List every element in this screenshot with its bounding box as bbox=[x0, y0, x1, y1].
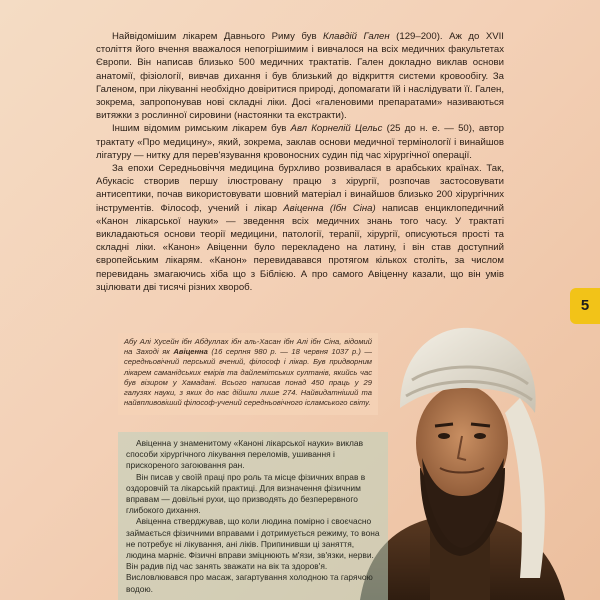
paragraph-avicenna: За епохи Середньовіччя медицина бурхливо розвивалася в арабських країнах. Так, Абукасіс створив першу ілюстровану працю з хірургії, розпочав застосовувати антисептики, почав використовувати шовний матеріал і винайшов близько 200 хірургічних інструментів. Філософ, учений і лікар Авіценна (Ібн Сіна) написав енциклопедичний «Канон лікарської науки» — зведення всіх медичних знань того часу. У трактаті викладаються основи теорії медицини, патології, терапії, хірургії, описуються прості та складні ліки. «Канон» Авіценни було перекладено на латину, і він став доступний європейським лікарям. «Канон» перевидавався протягом кількох століть, за числом перевидань змагаючись хіба що з Біблією. А про самого Авіценну казали, що він умів зцілювати дві тисячі різних хвороб. bbox=[96, 163, 504, 293]
sidebar-paragraph: Він писав у своїй праці про роль та місце фізичних вправ в оздоровчій та лікарській практиці. Для визначення фізичним вправам — довільні рухи, що призводять до безперервного глибокого дихання. bbox=[126, 471, 366, 516]
sidebar-paragraph: Авіценна стверджував, що коли людина помірно і своєчасно займається фізичними вправами і дотримується режиму, то вона не потребує ні лікування, ані ліків. Припинивши ці заняття, людина марніє. Фізичні вправи зміцнюють м'язи, зв'язки, нерви. Він радив під час занять зважати на вік та здоров'я. Висловлювався про масаж, загартування холодною та гарячою водою. bbox=[126, 516, 380, 594]
name-celsus: Авл Корнелій Цельс bbox=[290, 123, 383, 135]
paragraph-galen: Найвідомішим лікарем Давнього Риму був Клавдій Гален (129–200). Аж до XVII століття його вчення вважалося непогрішимим і вивчалося на всіх медичних факультетах Європи. Він написав близько 500 медичних трактатів. Гален докладно виклав основи анатомії, фізіології, вивчав дихання і був близький до відкриття системи кровообігу. За Галеном, при лікуванні необхідно довіритися природі, допомагати їй і наслідувати її. Гален, зокрема, запропонував нові складні ліки. Досі «галеновими препаратами» називаються витяжки з рослинної сировини (настоянки та екстракти). bbox=[96, 31, 504, 122]
main-text bbox=[96, 30, 504, 294]
page-number-tab: 5 bbox=[570, 288, 600, 324]
portrait-caption: Абу Алі Хусейн ібн Абдуллах ібн аль-Хасан ібн Алі ібн Сіна, відомий на Заході як Авіценна (16 серпня 980 р. — 18 червня 1037 р.) — середньовічний перський вчений, філософ і лікар. Був придворним лікарем саманідських емірів та дайлемітських султанів, якийсь час був візиром у Хамадані. Всього написав понад 450 праць у 29 галузях науки, з яких до нас дійшли лише 274. Найвидатніший та найвпливовіший філософ-учений середньовічного ісламського світу. bbox=[118, 333, 378, 415]
paragraph-celsus: Іншим відомим римським лікарем був Авл Корнелій Цельс (25 до н. е. — 50), автор трактату «Про медицину», який, зокрема, заклав основи медичної термінології і винайшов лігатуру — нитку для перев'язування кровоносних судин під час хірургічної операції. bbox=[96, 123, 504, 161]
avicenna-sidebar bbox=[118, 432, 388, 600]
sidebar-paragraph: Авіценна у знаменитому «Каноні лікарської науки» виклав способи хірургічного лікування переломів, ушивання і прискореного загоювання ран. bbox=[126, 438, 364, 471]
name-galen: Клавдій Гален bbox=[323, 31, 390, 42]
caption-name: Авіценна bbox=[173, 347, 208, 357]
name-avicenna: Авіценна bbox=[283, 202, 324, 214]
